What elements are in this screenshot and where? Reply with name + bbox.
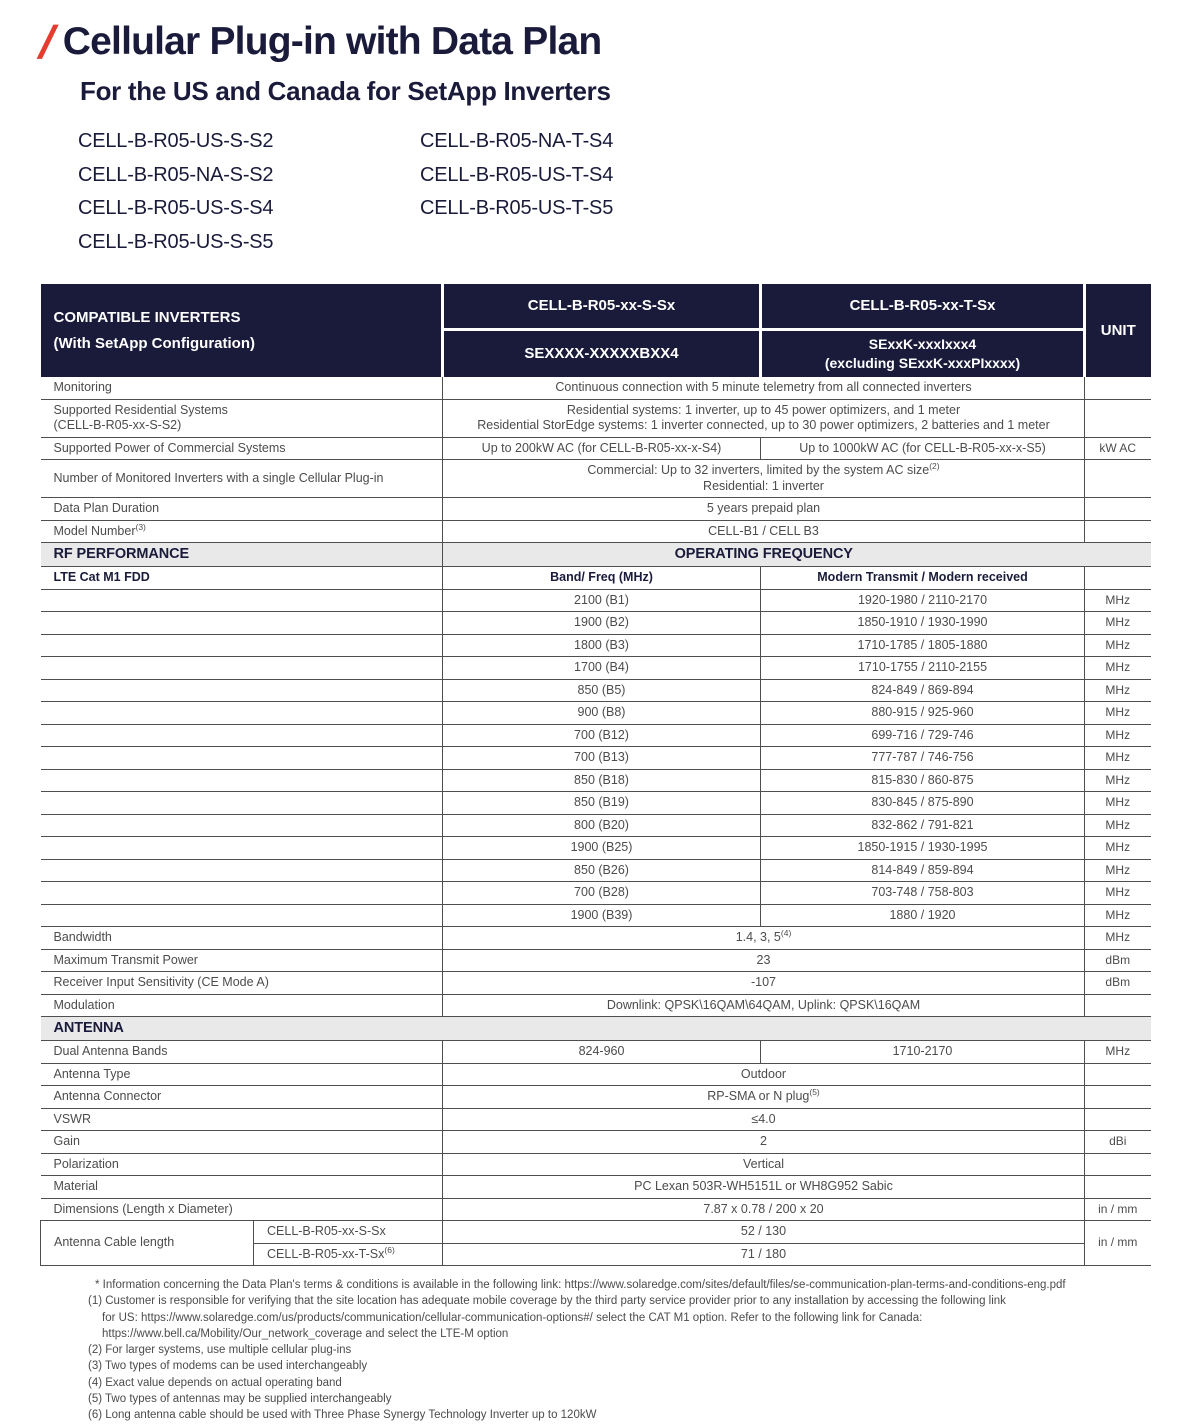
section-filler [1085,543,1151,567]
row-label-text: LTE Cat M1 FDD [53,570,150,584]
footnote-line: (2) For larger systems, use multiple cellular plug-ins [88,1344,352,1357]
row-label [41,1153,443,1176]
table-row [41,520,1151,543]
band-row [41,837,1151,860]
row-unit [1085,1108,1151,1131]
table-row [41,1086,1151,1109]
band-row-spacer [41,837,443,860]
row-value [443,949,1085,972]
row-label [41,949,443,972]
table-row [41,994,1151,1017]
row-label-text: Antenna Type [53,1066,131,1081]
row-label [41,520,443,543]
section-title-text: ANTENNA [53,1019,124,1036]
row-label [41,1086,443,1109]
row-value [443,1108,1085,1131]
table-row [41,498,1151,521]
table-row [41,1108,1151,1131]
row-unit: MHz [1085,612,1151,635]
band-name: 1900 (B25) [443,837,761,860]
row-value [443,1153,1085,1176]
table-row [41,1153,1151,1176]
section-row [41,1017,1151,1041]
cable-variant-text: CELL-B-R05-xx-S-Sx [267,1224,386,1238]
row-unit: in / mm [1085,1198,1151,1221]
row-label-text: Maximum Transmit Power [53,952,198,967]
row-value [443,972,1085,995]
band-frequencies: 1880 / 1920 [761,904,1085,927]
row-value-text: 2 [760,1134,767,1148]
row-label [41,377,443,399]
row-label [41,927,443,950]
table-row [41,1063,1151,1086]
band-row-spacer [41,634,443,657]
footnote-ref: (3) [135,521,146,532]
band-row-spacer [41,769,443,792]
row-label-text: Antenna Cable length [54,1235,175,1250]
band-row [41,792,1151,815]
footnote-ref: (6) [384,1244,395,1255]
band-row [41,724,1151,747]
band-row-spacer [41,657,443,680]
band-row [41,769,1151,792]
row-value-right: Up to 1000kW AC (for CELL-B-R05-xx-x-S5) [761,437,1085,460]
row-label-text: Data Plan Duration [53,501,160,515]
band-frequencies: 1710-1755 / 2110-2155 [761,657,1085,680]
row-value [443,1198,1085,1221]
table-row [41,377,1151,399]
row-value-left: 824-960 [443,1041,761,1064]
cable-variant-name [254,1243,443,1266]
footnote-line: https://www.bell.ca/Mobility/Our_network_coverage and select the LTE-M option [102,1327,509,1340]
band-row-spacer [41,904,443,927]
band-frequencies: 832-862 / 791-821 [761,814,1085,837]
row-unit: MHz [1085,927,1151,950]
row-label-text: Bandwidth [53,930,112,944]
band-row-spacer [41,679,443,702]
band-row [41,814,1151,837]
footnotes [80,1277,1110,1424]
band-row-spacer [41,882,443,905]
row-unit: MHz [1085,724,1151,747]
band-name: 1700 (B4) [443,657,761,680]
band-frequencies: 814-849 / 859-894 [761,859,1085,882]
band-name: 700 (B28) [443,882,761,905]
row-value-text: PC Lexan 503R-WH5151L or WH8G952 Sabic [634,1179,893,1193]
model-list-right [420,125,613,259]
row-value-text: 5 years prepaid plan [706,501,821,515]
table-row [41,1131,1151,1154]
cable-variant-text: CELL-B-R05-xx-T-Sx [267,1246,385,1261]
row-unit: MHz [1085,792,1151,815]
row-label [41,567,443,590]
section-title-text: RF PERFORMANCE [53,545,190,562]
row-value [443,1176,1085,1199]
row-label [41,437,443,460]
row-value-text: ≤4.0 [751,1111,776,1126]
row-unit: kW AC [1085,437,1151,460]
row-unit [1085,460,1151,498]
row-label-text: Polarization [53,1156,119,1171]
page-subtitle: For the US and Canada for SetApp Inverters [80,76,611,106]
header-compat-line1: COMPATIBLE INVERTERS [53,308,241,326]
col-header-left: Band/ Freq (MHz) [443,567,761,590]
header-compatible-inverters [41,284,443,377]
row-value [443,399,1085,437]
row-unit: dBm [1085,972,1151,995]
band-row-spacer [41,792,443,815]
table-row [41,1198,1151,1221]
row-value [443,1086,1085,1109]
row-value [443,498,1085,521]
row-value-text: 23 [756,952,771,967]
row-value-line: Residential systems: 1 inverter, up to 45 power optimizers, and 1 meter [566,402,961,417]
row-label [41,460,443,498]
band-row-spacer [41,724,443,747]
table-row [41,972,1151,995]
row-label-text: Dimensions (Length x Diameter) [53,1201,233,1216]
row-value-text: -107 [750,975,777,989]
row-value [443,377,1085,399]
band-frequencies: 824-849 / 869-894 [761,679,1085,702]
row-value-text: 7.87 x 0.78 / 200 x 20 [703,1201,824,1216]
row-unit [1085,377,1151,399]
row-unit: MHz [1085,589,1151,612]
row-unit: MHz [1085,679,1151,702]
footnote-ref: (2) [929,460,940,471]
footnote-ref: (4) [780,927,792,938]
band-row [41,859,1151,882]
row-label [41,1041,443,1064]
model-number: CELL-B-R05-US-S-S4 [78,197,274,219]
table-row [41,399,1151,437]
footnote-line: for US: https://www.solaredge.com/us/products/communication/cellular-communication-options#/ select the CAT M1 option. Refer to the following link for Canada: [102,1311,923,1324]
column-header-row [41,567,1151,590]
row-label [41,1108,443,1131]
band-frequencies: 777-787 / 746-756 [761,747,1085,770]
model-number: CELL-B-R05-US-T-S4 [420,163,614,186]
row-value [443,927,1085,950]
row-label [41,1176,443,1199]
band-row [41,612,1151,635]
spec-table [40,284,1151,1266]
band-name: 850 (B5) [443,679,761,702]
row-value-text: Outdoor [740,1066,787,1081]
header-col-t-line2: (excluding SExxK-xxxPIxxxx) [824,354,1021,371]
band-row [41,904,1151,927]
table-row [41,1221,1151,1244]
band-row [41,634,1151,657]
table-row [41,927,1151,950]
section-title [41,543,443,567]
band-frequencies: 1710-1785 / 1805-1880 [761,634,1085,657]
table-row [41,460,1151,498]
row-label-text2: (CELL-B-R05-xx-S-S2) [53,418,182,432]
row-value-line: Residential StorEdge systems: 1 inverter connected, up to 30 power optimizers, 2 batteries and 1 meter [477,418,1050,432]
section-row [41,543,1151,567]
table-row [41,1176,1151,1199]
band-name: 850 (B26) [443,859,761,882]
row-value-text: Downlink: QPSK\16QAM\64QAM, Uplink: QPSK\16QAM [606,997,921,1012]
model-number: CELL-B-R05-NA-T-S4 [420,130,614,152]
header-col-t-line1: SExxK-xxxIxxx4 [868,335,977,352]
row-unit: MHz [1085,747,1151,770]
band-frequencies: 1920-1980 / 2110-2170 [761,589,1085,612]
band-frequencies: 1850-1910 / 1930-1990 [761,612,1085,635]
band-frequencies: 880-915 / 925-960 [761,702,1085,725]
band-name: 1900 (B2) [443,612,761,635]
row-label [41,1198,443,1221]
band-frequencies: 815-830 / 860-875 [761,769,1085,792]
row-unit [1085,399,1151,437]
row-unit [1085,1153,1151,1176]
band-name: 700 (B13) [443,747,761,770]
row-unit: MHz [1085,904,1151,927]
table-row [41,949,1151,972]
header-compat-line2: (With SetApp Configuration) [53,334,255,352]
band-name: 900 (B8) [443,702,761,725]
page-title: Cellular Plug-in with Data Plan [62,20,602,63]
row-unit: MHz [1085,882,1151,905]
row-value-left: Up to 200kW AC (for CELL-B-R05-xx-x-S4) [443,437,761,460]
band-name: 700 (B12) [443,724,761,747]
row-value-text: Vertical [743,1156,784,1171]
footnote-line: (4) Exact value depends on actual operating band [88,1376,342,1389]
header-unit: UNIT [1085,284,1151,377]
row-unit: MHz [1085,634,1151,657]
band-name: 850 (B19) [443,792,761,815]
row-value-text: RP-SMA or N plug [707,1089,810,1103]
row-label [41,1131,443,1154]
cable-variant-value: 52 / 130 [443,1221,1085,1244]
row-unit: in / mm [1085,1221,1151,1266]
row-value-text: 1.4, 3, 5 [735,930,781,944]
header-col-s-model: CELL-B-R05-xx-S-Sx [443,284,761,329]
row-value [443,1131,1085,1154]
band-row [41,882,1151,905]
row-label [41,994,443,1017]
row-label-text: Receiver Input Sensitivity (CE Mode A) [53,975,269,989]
row-label [41,399,443,437]
row-label-text: Dual Antenna Bands [53,1044,168,1058]
footnote-line: (3) Two types of modems can be used interchangeably [88,1360,368,1373]
header-col-t-inverters [761,329,1085,377]
row-label-text: Material [53,1179,98,1193]
row-value-text: Continuous connection with 5 minute telemetry from all connected inverters [555,380,972,394]
section-center [443,543,1085,567]
row-value [443,994,1085,1017]
band-name: 800 (B20) [443,814,761,837]
band-row-spacer [41,612,443,635]
footnote-line: (6) Long antenna cable should be used with Three Phase Synergy Technology Inverter up to 120kW [88,1409,597,1422]
band-row [41,679,1151,702]
row-label-text: Model Number [53,523,136,538]
row-value [443,1063,1085,1086]
row-label [41,1063,443,1086]
title-block [37,16,1150,68]
row-value [443,460,1085,498]
row-value-line: Residential: 1 inverter [703,478,824,493]
band-name: 1900 (B39) [443,904,761,927]
band-row [41,589,1151,612]
row-label-text: VSWR [53,1111,91,1126]
row-label-text: Monitoring [53,380,112,394]
header-col-s-inverters: SEXXXX-XXXXXBXX4 [443,329,761,377]
row-unit [1085,1086,1151,1109]
row-label [41,972,443,995]
band-frequencies: 830-845 / 875-890 [761,792,1085,815]
row-unit: MHz [1085,702,1151,725]
row-label [41,498,443,521]
row-unit [1085,1176,1151,1199]
band-row-spacer [41,702,443,725]
brand-slash-icon: / [37,16,56,68]
section-title [41,1017,1151,1041]
section-center-text: OPERATING FREQUENCY [674,545,853,562]
row-unit [1085,994,1151,1017]
band-row-spacer [41,814,443,837]
row-unit: MHz [1085,814,1151,837]
row-unit: MHz [1085,859,1151,882]
band-row-spacer [41,859,443,882]
row-unit [1085,1063,1151,1086]
band-name: 1800 (B3) [443,634,761,657]
header-col-t-model: CELL-B-R05-xx-T-Sx [761,284,1085,329]
spec-table-body [41,377,1151,1266]
band-frequencies: 699-716 / 729-746 [761,724,1085,747]
spec-table-header [41,284,1151,377]
row-value-line: Commercial: Up to 32 inverters, limited by the system AC size [587,463,930,477]
row-label-text: Gain [53,1134,80,1148]
model-number: CELL-B-R05-US-S-S5 [78,230,274,253]
footnote-ref: (5) [809,1086,820,1097]
col-header-right: Modern Transmit / Modern received [761,567,1085,590]
row-label-text: Supported Residential Systems [53,402,228,417]
row-unit [1085,567,1151,590]
row-label-text: Supported Power of Commercial Systems [53,440,286,455]
footnote-line: (5) Two types of antennas may be supplied interchangeably [88,1393,392,1406]
row-unit: MHz [1085,657,1151,680]
row-unit: MHz [1085,837,1151,860]
row-label-text: Antenna Connector [53,1089,162,1103]
model-number: CELL-B-R05-US-T-S5 [420,197,614,219]
band-frequencies: 1850-1915 / 1930-1995 [761,837,1085,860]
band-frequencies: 703-748 / 758-803 [761,882,1085,905]
row-unit: dBi [1085,1131,1151,1154]
row-label-text: Modulation [53,997,115,1012]
row-unit: dBm [1085,949,1151,972]
cable-variant-name [254,1221,443,1244]
row-value-text: CELL-B1 / CELL B3 [708,523,819,538]
band-row [41,747,1151,770]
band-row-spacer [41,747,443,770]
footnote-line: * Information concerning the Data Plan's terms & conditions is available in the following link: https://www.solaredge.com/sites/default/files/se-communication-plan-terms-and-conditions-eng.pdf [95,1279,1066,1291]
row-value [443,520,1085,543]
row-value-right: 1710-2170 [761,1041,1085,1064]
model-number-lists [78,125,1150,259]
model-number: CELL-B-R05-US-S-S2 [78,130,274,152]
band-row-spacer [41,589,443,612]
row-unit [1085,498,1151,521]
table-row [41,437,1151,460]
footnote-line: (1) Customer is responsible for verifying that the site location has adequate mobile coverage by the third party service provider prior to any installation by accessing the following link [88,1295,1006,1308]
model-number: CELL-B-R05-NA-S-S2 [78,163,274,186]
cable-variant-value: 71 / 180 [443,1243,1085,1266]
band-name: 2100 (B1) [443,589,761,612]
table-row [41,1041,1151,1064]
row-label [41,1221,254,1266]
row-unit: MHz [1085,1041,1151,1064]
band-row [41,657,1151,680]
band-name: 850 (B18) [443,769,761,792]
row-unit: MHz [1085,769,1151,792]
model-list-left [78,125,420,259]
row-unit [1085,520,1151,543]
row-label-text: Number of Monitored Inverters with a single Cellular Plug-in [53,470,384,485]
band-row [41,702,1151,725]
